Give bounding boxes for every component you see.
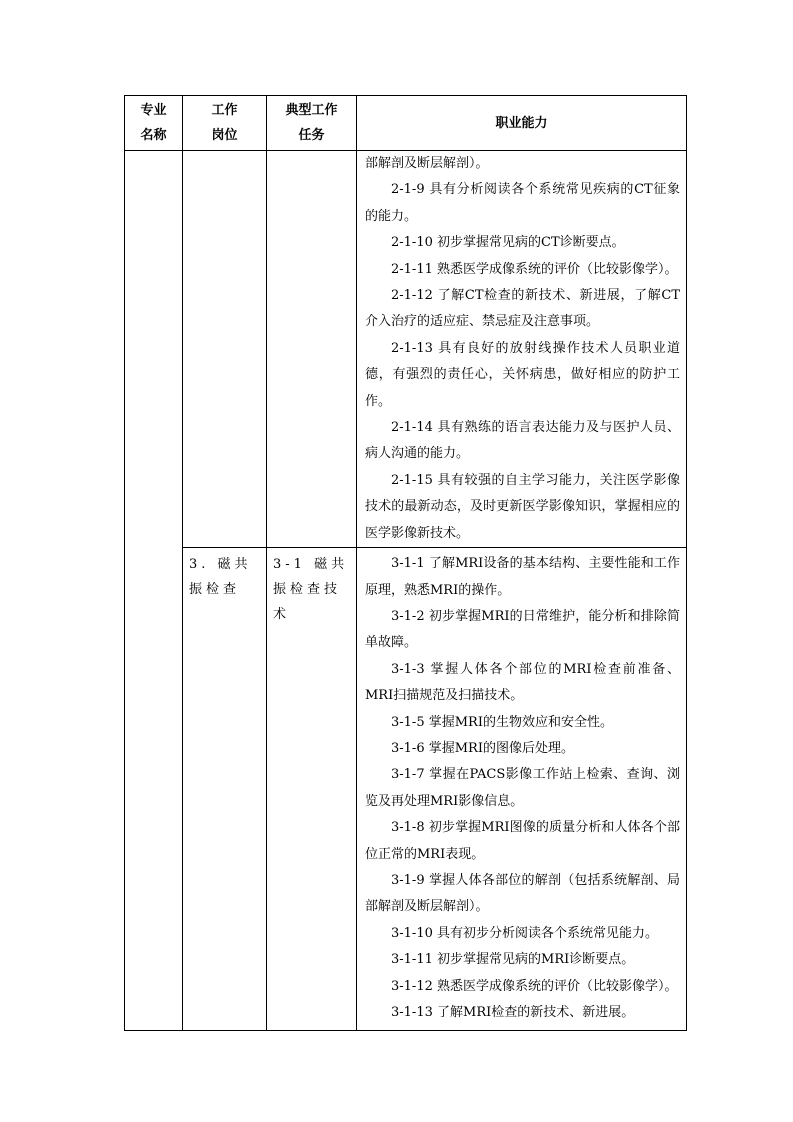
task-cell-3 xyxy=(267,548,357,1031)
ability-cell-3 xyxy=(357,548,687,1031)
ability-item: 3-1-6 掌握MRI的图像后处理。 xyxy=(391,740,574,756)
ability-item: 2-1-10 初步掌握常见病的CT诊断要点。 xyxy=(391,235,625,251)
header-row xyxy=(125,96,687,151)
ability-item: 3-1-1 了解MRI设备的基本结构、主要性能和工作原理，熟悉MRI的操作。 xyxy=(365,556,680,598)
ability-item: 3-1-3 掌握人体各个部位的MRI检查前准备、MRI扫描规范及扫描技术。 xyxy=(365,661,680,704)
ability-item: 3-1-10 具有初步分析阅读各个系统常见能力。 xyxy=(391,925,659,941)
ability-item: 3-1-12 熟悉医学成像系统的评价（比较影像学）。 xyxy=(391,978,678,994)
ability-item: 3-1-9 掌握人体各部位的解剖（包括系统解剖、局部解剖及断层解剖）。 xyxy=(365,872,680,915)
competency-table xyxy=(124,95,687,1031)
table-row-section-3 xyxy=(125,548,687,1031)
table-row-section-2 xyxy=(125,151,687,548)
header-work-post: 工作 岗位 xyxy=(183,96,267,151)
ability-item: 2-1-13 具有良好的放射线操作技术人员职业道德，有强烈的责任心，关怀病患，做好相应的防护工作。 xyxy=(365,340,680,409)
major-cell xyxy=(125,151,183,1031)
task-cell-2 xyxy=(267,151,357,548)
ability-item: 3-1-7 掌握在PACS影像工作站上检索、查询、浏览及再处理MRI影像信息。 xyxy=(365,767,680,809)
header-major-name: 专业 名称 xyxy=(125,96,183,151)
ability-item: 2-1-11 熟悉医学成像系统的评价（比较影像学）。 xyxy=(391,261,678,277)
post-cell-2 xyxy=(183,151,267,548)
ability-item: 2-1-15 具有较强的自主学习能力，关注医学影像技术的最新动态，及时更新医学影像知识，掌握相应的医学影像新技术。 xyxy=(365,472,680,541)
task-label: 3-1 磁共振检查技术 xyxy=(273,557,349,623)
ability-item: 部解剖及断层解剖）。 xyxy=(365,156,489,171)
post-label: 3. 磁共振检查 xyxy=(189,557,252,598)
ability-item: 2-1-9 具有分析阅读各个系统常见疾病的CT征象的能力。 xyxy=(365,182,680,224)
ability-item: 3-1-5 掌握MRI的生物效应和安全性。 xyxy=(391,714,613,730)
ability-list-3 xyxy=(357,548,686,1026)
ability-item: 3-1-2 初步掌握MRI的日常维护，能分析和排除简单故障。 xyxy=(365,608,680,651)
ability-item: 2-1-12 了解CT检查的新技术、新进展，了解CT介入治疗的适应症、禁忌症及注意事项。 xyxy=(365,288,680,330)
ability-list-2 xyxy=(357,151,686,547)
ability-item: 3-1-13 了解MRI检查的新技术、新进展。 xyxy=(391,1005,635,1020)
header-vocational-ability: 职业能力 xyxy=(357,96,687,151)
ability-item: 2-1-14 具有熟练的语言表达能力及与医护人员、病人沟通的能力。 xyxy=(365,420,680,462)
ability-cell-2 xyxy=(357,151,687,548)
post-cell-3 xyxy=(183,548,267,1031)
ability-item: 3-1-8 初步掌握MRI图像的质量分析和人体各个部位正常的MRI表现。 xyxy=(365,820,680,862)
ability-item: 3-1-11 初步掌握常见病的MRI诊断要点。 xyxy=(391,952,635,968)
header-typical-task: 典型工作 任务 xyxy=(267,96,357,151)
